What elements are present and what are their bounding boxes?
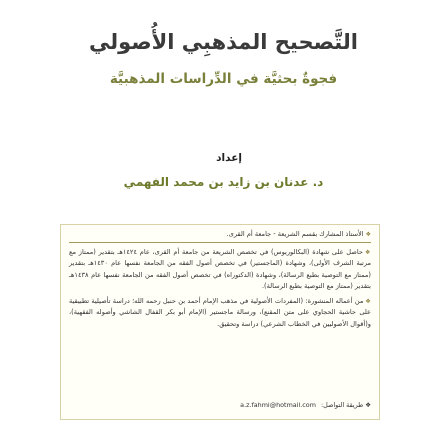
contact-icon: ❖ (365, 401, 371, 409)
bio-contact (240, 401, 371, 409)
author-bio-body (69, 247, 371, 330)
author-bio-box (60, 224, 380, 420)
author-bio (69, 229, 371, 240)
bio-publications: ❖ من أعماله المنشورة: (المفردات الأصولية في مذهب الإمام أحمد بن حنبل رحمه الله؛ دراسة تأصيلية تطبيقية على حاشية الحجاوي على متن المقنع)، ورسالة ماجستير (الإمام أبو بكر القفال الشاشي وأصوله الفقهية)، و(أقوال الأصوليين في الخطاب الشرعي) دراسة وتحقيق. (69, 296, 371, 330)
bio-divider (69, 242, 371, 243)
page-title: التَّصحيح المذهبِي الأُصولي (89, 30, 358, 54)
page-subtitle: فجوةٌ بحثيَّة في الدِّراسات المذهبيَّة (109, 71, 338, 87)
bio-position: ❖ الأستاذ المشارك بقسم الشريعة - جامعة أم القرى. (69, 229, 371, 240)
prepared-by-label: إعداد (216, 152, 242, 164)
author-name: د. عدنان بن زايد بن محمد الفهمي (123, 175, 324, 189)
contact-email[interactable]: a.z.fahmi@hotmail.com (240, 401, 316, 409)
contact-label: طريقة التواصل: (320, 401, 364, 409)
bio-education: ❖ حاصل على شهادة (البكالوريوس) في تخصص الشريعة من جامعة أم القرى، عام ١٤٢٤هـ بتقدير (ممتاز مع مرتبة الشرف الأولى)، وشهادة (الماجستير) في تخصص أصول الفقه من الجامعة نفسها عام ١٤٣٠هـ بتقدير (ممتاز مع التوصية بطبع الرسالة)، وشهادة (الدكتوراه) في تخصص أصول الفقه من الجامعة نفسها عام ١٤٣٨هـ بتقدير (ممتاز مع التوصية بطبع الرسالة). (69, 247, 371, 292)
